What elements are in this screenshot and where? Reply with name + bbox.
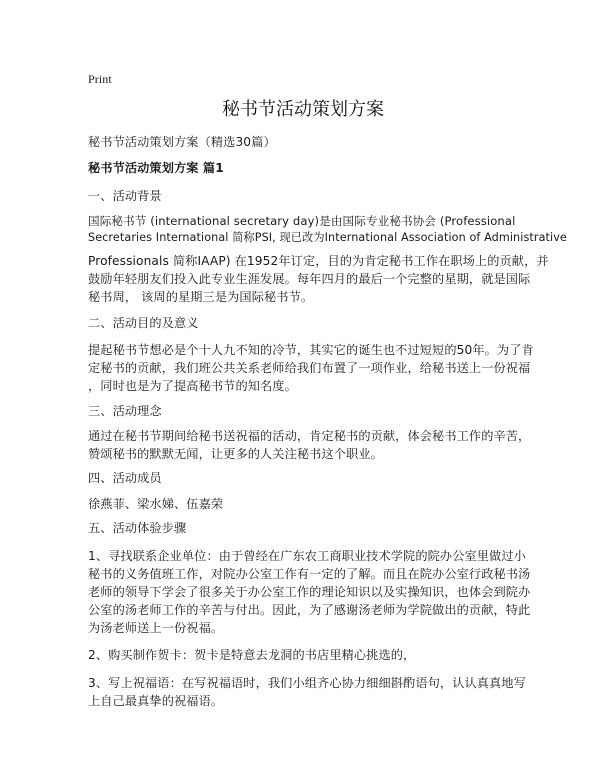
paragraph-line: ，同时也是为了提高秘书节的知名度。 (88, 379, 297, 393)
step-line: 2、购买制作贺卡：贺卡是特意去龙洞的书店里精心挑选的， (88, 648, 416, 662)
paragraph-line: 鼓励年轻朋友们投入此专业生涯发展。每年四月的最后一个完整的星期，就是国际 (88, 272, 531, 286)
paragraph-line: 通过在秘书节期间给秘书送祝福的活动，肯定秘书的贡献，体会秘书工作的辛苦， (88, 429, 531, 443)
step-line: 秘书的义务值班工作，对院办公室工作有一定的了解。而且在院办公室行政秘书汤 (88, 567, 531, 581)
document-subtitle: 秘书节活动策划方案（精选30篇） (88, 135, 276, 149)
paragraph-line: Professionals 简称IAAP) 在1952年订定，目的为肯定秘书工作在职场上的贡献，并 (88, 254, 549, 268)
paragraph-line: 提起秘书节想必是个十人九不知的冷节，其实它的诞生也不过短短的50年。为了肯 (88, 343, 534, 357)
paragraph-line: 赞颂秘书的默默无闻，让更多的人关注秘书这个职业。 (88, 447, 383, 461)
section-heading-purpose: 二、活动目的及意义 (88, 316, 199, 330)
document-title: 秘书节活动策划方案 (222, 99, 384, 120)
article-heading: 秘书节活动策划方案 篇1 (88, 161, 224, 175)
section-heading-concept: 三、活动理念 (88, 404, 162, 418)
paragraph-line: Secretaries International 简称PSI, 现已改为International Association of Administrative (88, 231, 567, 244)
members-list: 徐燕菲、梁水娣、伍嘉荣 (88, 497, 224, 511)
step-line: 为汤老师送上一份祝福。 (88, 621, 224, 635)
section-heading-members: 四、活动成员 (88, 471, 162, 485)
step-line: 1、寻找联系企业单位：由于曾经在广东农工商职业技术学院的院办公室里做过小 (88, 549, 526, 563)
step-line: 老师的领导下学会了很多关于办公室工作的理论知识以及实操知识，也体会到院办 (88, 585, 531, 599)
step-line: 上自己最真挚的祝福语。 (88, 694, 224, 708)
print-link[interactable]: Print (88, 72, 112, 86)
section-heading-steps: 五、活动体验步骤 (88, 521, 187, 535)
paragraph-line: 秘书周， 该周的星期三是为国际秘书节。 (88, 290, 314, 304)
step-line: 公室的汤老师工作的辛苦与付出。因此，为了感谢汤老师为学院做出的贡献，特此 (88, 603, 531, 617)
paragraph-line: 国际秘书节 (international secretary day)是由国际专业秘书协会 (Professional (88, 214, 516, 228)
step-line: 3、写上祝福语：在写祝福语时，我们小组齐心协力细细斟酌语句，认认真真地写 (88, 676, 526, 690)
paragraph-line: 定秘书的贡献，我们班公共关系老师给我们布置了一项作业，给秘书送上一份祝福 (88, 361, 531, 375)
section-heading-background: 一、活动背景 (88, 189, 162, 203)
